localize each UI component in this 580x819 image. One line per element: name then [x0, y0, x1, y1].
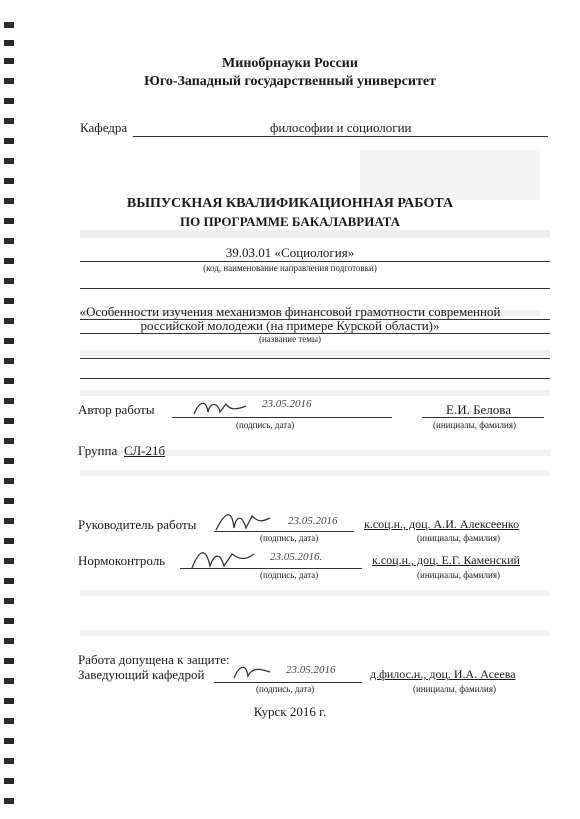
normcontrol-label: Нормоконтроль — [78, 553, 166, 568]
author-signature — [190, 396, 250, 422]
normcontrol-sign-caption: (подпись, дата) — [260, 570, 319, 580]
author-label: Автор работы — [78, 402, 155, 417]
city-year: Курск 2016 г. — [253, 704, 327, 719]
topic-caption: (название темы) — [258, 334, 322, 344]
blank-line — [80, 288, 550, 289]
topic-line1: «Особенности изучения механизмов финансовой грамотности современной — [79, 304, 501, 319]
author-sign-caption: (подпись, дата) — [236, 420, 295, 430]
admission-label: Работа допущена к защите: — [78, 652, 230, 667]
normcontrol-name: к.соц.н., доц. Е.Г. Каменский — [372, 553, 520, 567]
group-label: Группа — [78, 443, 118, 458]
author-name: Е.И. Белова — [446, 402, 512, 417]
university-name: Юго-Западный государственный университет — [144, 74, 436, 89]
topic-line2: российской молодежи (на примере Курской области)» — [140, 318, 440, 333]
supervisor-sign-caption: (подпись, дата) — [260, 533, 319, 543]
author-date: 23.05.2016 — [262, 398, 312, 410]
head-name-caption: (инициалы, фамилия) — [413, 684, 496, 694]
department-label: Кафедра — [80, 120, 128, 135]
direction-value: 39.03.01 «Социология» — [225, 245, 355, 260]
head-signature — [230, 658, 274, 684]
supervisor-name-caption: (инициалы, фамилия) — [417, 533, 500, 543]
author-name-caption: (инициалы, фамилия) — [433, 420, 516, 430]
supervisor-signature — [212, 506, 272, 536]
direction-caption: (код, наименование направления подготовки) — [203, 263, 377, 273]
head-date: 23.05.2016 — [286, 664, 336, 676]
department-line — [133, 136, 548, 137]
normcontrol-signature — [188, 542, 258, 574]
topic-blank-line-1 — [80, 358, 550, 359]
supervisor-label: Руководитель работы — [78, 517, 197, 532]
supervisor-date: 23.05.2016 — [288, 515, 338, 527]
direction-line — [80, 261, 550, 262]
department-value: философии и социологии — [270, 120, 412, 135]
topic-blank-line-2 — [80, 378, 550, 379]
ministry-name: Минобрнауки России — [222, 56, 358, 71]
supervisor-name: к.соц.н., доц. А.И. Алексеенко — [364, 517, 520, 531]
group-value: СЛ-21б — [124, 443, 166, 458]
binding-edge — [0, 0, 22, 819]
head-label: Заведующий кафедрой — [78, 667, 205, 682]
work-type-line1: ВЫПУСКНАЯ КВАЛИФИКАЦИОННАЯ РАБОТА — [126, 196, 454, 211]
work-type-line2: ПО ПРОГРАММЕ БАКАЛАВРИАТА — [179, 214, 401, 229]
head-sign-caption: (подпись, дата) — [256, 684, 315, 694]
normcontrol-name-caption: (инициалы, фамилия) — [417, 570, 500, 580]
head-name: д.филос.н., доц. И.А. Асеева — [370, 667, 516, 681]
normcontrol-date: 23.05.2016. — [270, 551, 323, 563]
